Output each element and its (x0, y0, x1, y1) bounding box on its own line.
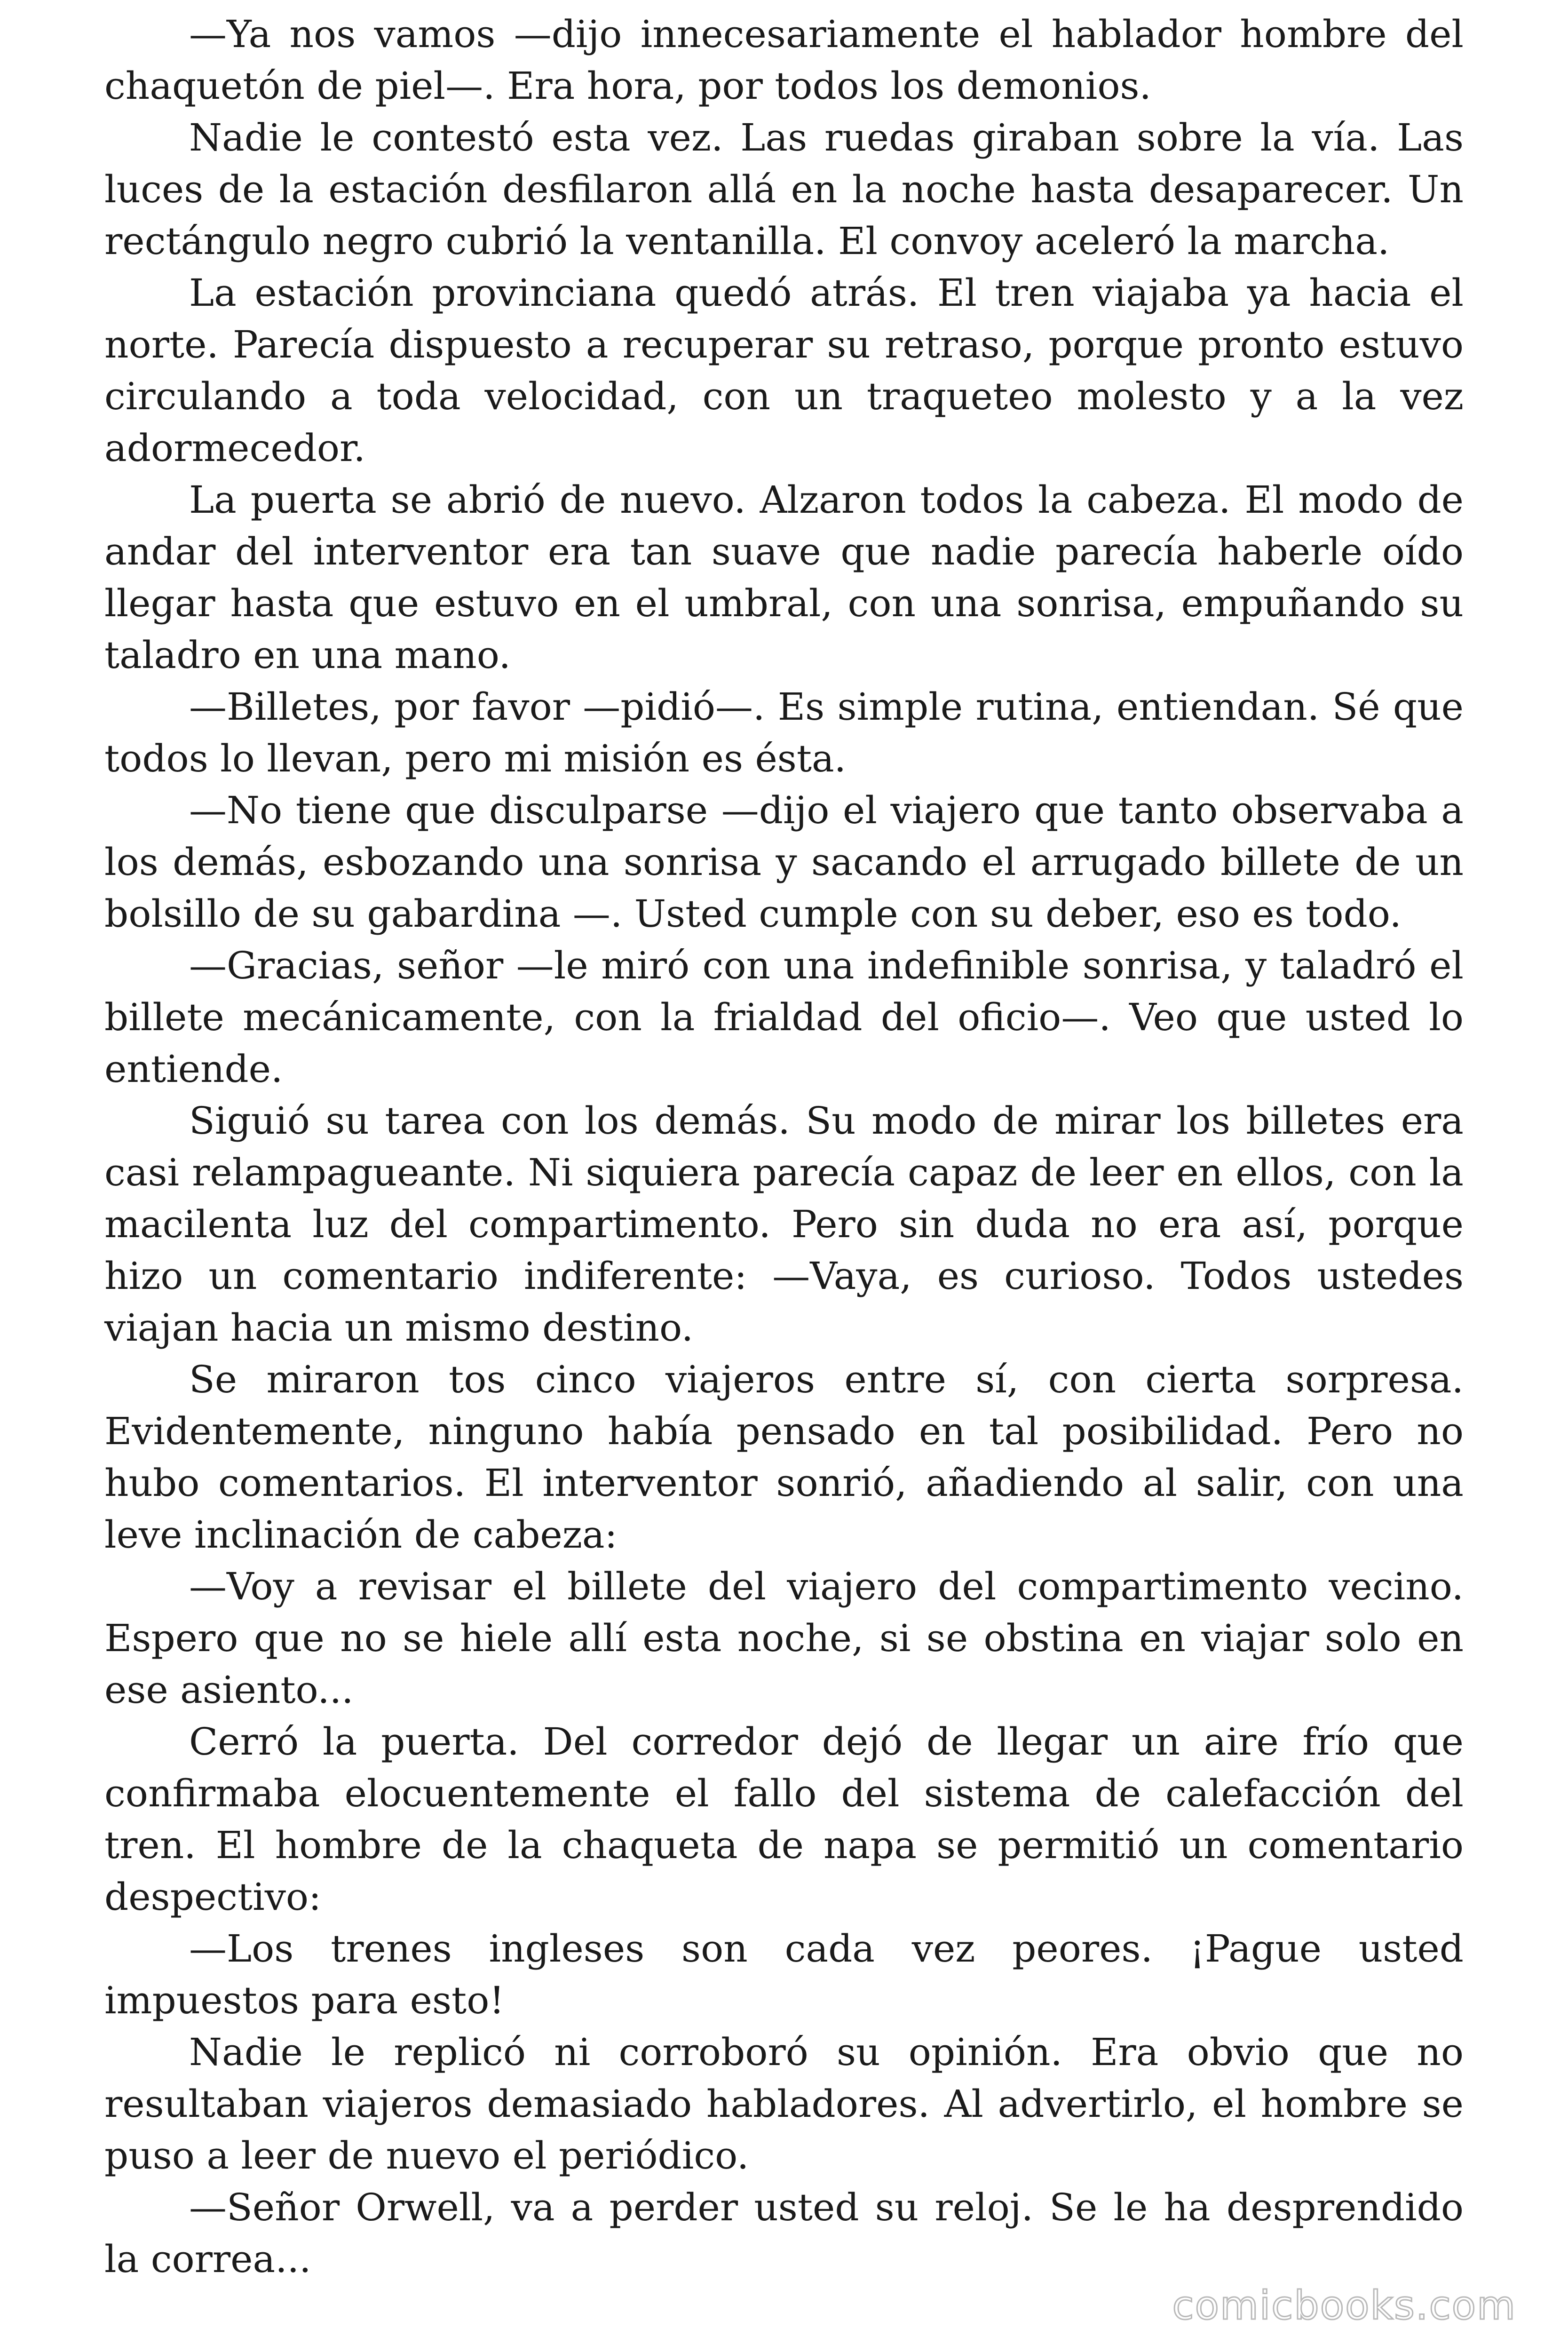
paragraph-9: Se miraron tos cinco viajeros entre sí, con cierta sorpresa. Evidentemente, ninguno había pensado en tal posibilidad. Pero no hubo comentarios. El interventor sonrió, añadiendo al salir, con una leve inclinación de cabeza: (104, 1358, 1464, 1557)
paragraph-8: Siguió su tarea con los demás. Su modo de mirar los billetes era casi relampagueante. Ni siquiera parecía capaz de leer en ellos, con la macilenta luz del compartimento. Pero sin duda no era así, porque hizo un comentario indiferente: —Vaya, es curioso. Todos ustedes viajan hacia un mismo destino. (104, 1099, 1464, 1350)
paragraph-10: —Voy a revisar el billete del viajero del compartimento vecino. Espero que no se hiele allí esta noche, si se obstina en viajar solo en ese asiento... (104, 1565, 1464, 1712)
watermark: comicbooks.com (1172, 2282, 1516, 2328)
paragraph-2: Nadie le contestó esta vez. Las ruedas giraban sobre la vía. Las luces de la estación desfilaron allá en la noche hasta desaparecer. Un rectángulo negro cubrió la ventanilla. El convoy aceleró la marcha. (104, 116, 1464, 263)
paragraph-11: Cerró la puerta. Del corredor dejó de llegar un aire frío que confirmaba elocuentemente el fallo del sistema de calefacción del tren. El hombre de la chaqueta de napa se permitió un comentario despectivo: (104, 1720, 1464, 1919)
paragraph-6: —No tiene que disculparse —dijo el viajero que tanto observaba a los demás, esbozando una sonrisa y sacando el arrugado billete de un bolsillo de su gabardina —. Usted cumple con su deber, eso es todo. (104, 788, 1464, 936)
paragraph-3: La estación provinciana quedó atrás. El tren viajaba ya hacia el norte. Parecía dispuesto a recuperar su retraso, porque pronto estuvo circulando a toda velocidad, con un traqueteo molesto y a la vez adormecedor. (104, 271, 1464, 470)
paragraph-14: —Señor Orwell, va a perder usted su reloj. Se le ha desprendido la correa... (104, 2185, 1464, 2281)
paragraph-13: Nadie le replicó ni corroboró su opinión. Era obvio que no resultaban viajeros demasiado habladores. Al advertirlo, el hombre se puso a leer de nuevo el periódico. (104, 2030, 1464, 2177)
paragraph-4: La puerta se abrió de nuevo. Alzaron todos la cabeza. El modo de andar del interventor era tan suave que nadie parecía haberle oído llegar hasta que estuvo en el umbral, con una sonrisa, empuñando su taladro en una mano. (104, 478, 1464, 677)
paragraph-1: —Ya nos vamos —dijo innecesariamente el hablador hombre del chaquetón de piel—. Era hora, por todos los demonios. (104, 12, 1464, 108)
book-page (104, 8, 1464, 2295)
paragraph-5: —Billetes, por favor —pidió—. Es simple rutina, entiendan. Sé que todos lo llevan, pero mi misión es ésta. (104, 685, 1464, 780)
paragraph-12: —Los trenes ingleses son cada vez peores. ¡Pague usted impuestos para esto! (104, 1927, 1464, 2022)
paragraph-7: —Gracias, señor —le miró con una indefinible sonrisa, y taladró el billete mecánicamente, con la frialdad del oficio—. Veo que usted lo entiende. (104, 944, 1464, 1091)
